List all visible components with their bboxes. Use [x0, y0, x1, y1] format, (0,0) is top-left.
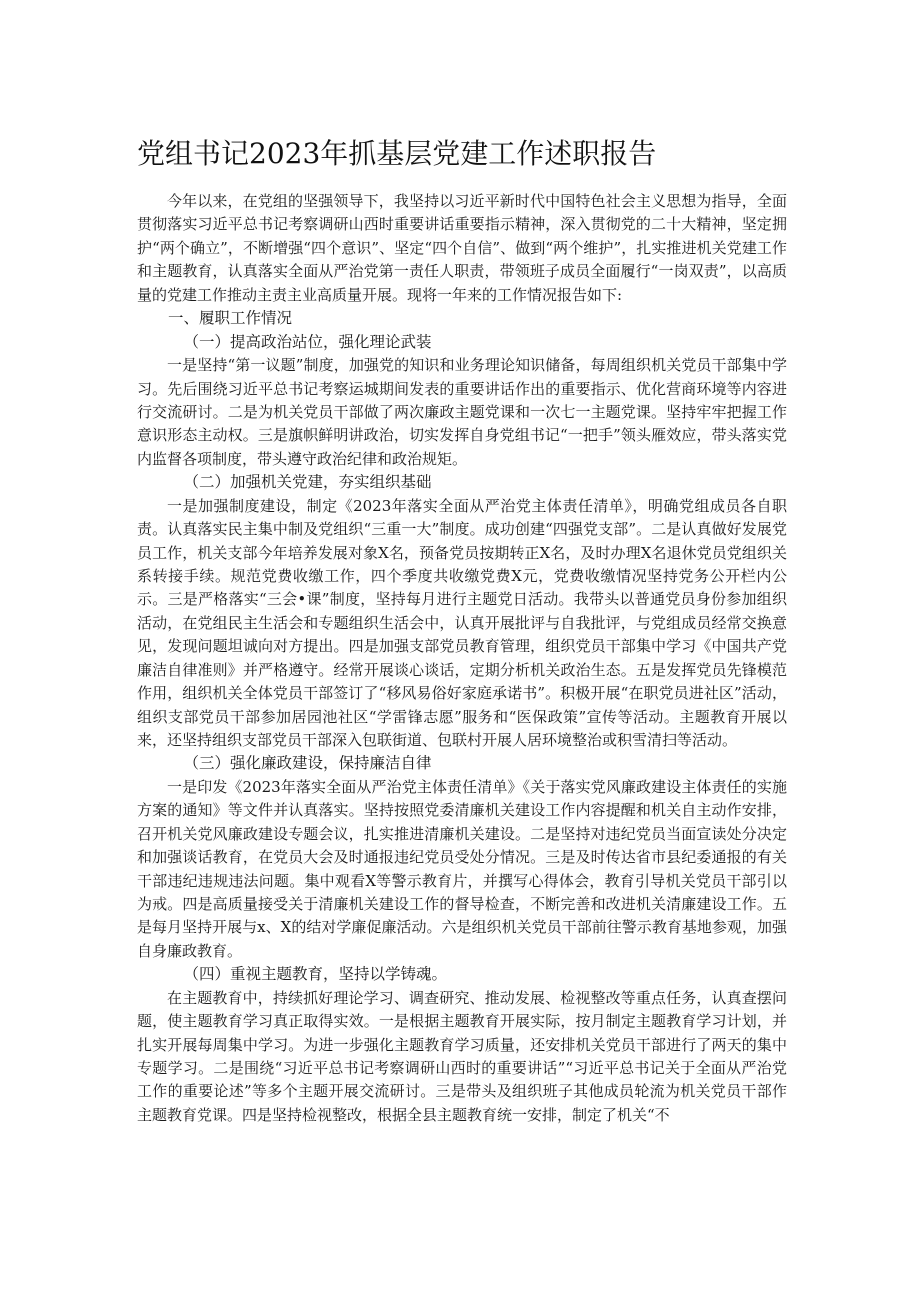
subsection-body-3: 一是印发《2023年落实全面从严治党主体责任清单》《关于落实党风廉政建设主体责任的实施方案的通知》等文件并认真落实。坚持按照党委清廉机关建设工作内容提醒和机关自主动作安排，召开机关党风廉政建设专题会议，扎实推进清廉机关建设。二是坚持对违纪党员当面宣读处分决定和加强谈话教育，在党员大会及时通报违纪党员受处分情况。三是及时传达省市县纪委通报的有关干部违纪违规违法问题。集中观看X等警示教育片，并撰写心得体会，教育引导机关党员干部引以为戒。四是高质量接受关于清廉机关建设工作的督导检查，不断完善和改进机关清廉建设工作。五是每月坚持开展与x、X的结对学廉促廉活动。六是组织机关党员干部前往警示教育基地参观，加强自身廉政教育。: [137, 777, 787, 960]
document-title: 党组书记2023年抓基层党建工作述职报告: [137, 137, 657, 170]
intro-paragraph: 今年以来，在党组的坚强领导下，我坚持以习近平新时代中国特色社会主义思想为指导，全面贯彻落实习近平总书记考察调研山西时重要讲话重要指示精神，深入贯彻党的二十大精神，坚定拥护“两个确立”，不断增强“四个意识”、坚定“四个自信”、做到“两个维护”，扎实推进机关党建工作和主题教育，认真落实全面从严治党第一责任人职责，带领班子成员全面履行“一岗双责”，以高质量的党建工作推动主责主业高质量开展。现将一年来的工作情况报告如下:: [137, 192, 787, 304]
subsection-body-4: 在主题教育中，持续抓好理论学习、调查研究、推动发展、检视整改等重点任务，认真查摆问题，使主题教育学习真正取得实效。一是根据主题教育开展实际，按月制定主题教育学习计划，并扎实开展每周集中学习。为进一步强化主题教育学习质量，还安排机关党员干部进行了两天的集中专题学习。二是围绕“习近平总书记考察调研山西时的重要讲话”“习近平总书记关于全面从严治党工作的重要论述”等多个主题开展交流研讨。三是带头及组织班子其他成员轮流为机关党员干部作主题教育党课。四是坚持检视整改，根据全县主题教育统一安排，制定了机关“不: [137, 988, 787, 1124]
subsection-heading-3: （三）强化廉政建设，保持廉洁自律: [183, 754, 432, 773]
section-heading-duties: 一、履职工作情况: [168, 309, 293, 328]
document-page: [137, 132, 787, 1127]
subsection-heading-1: （一）提高政治站位，强化理论武装: [183, 332, 432, 351]
subsection-body-2: 一是加强制度建设，制定《2023年落实全面从严治党主体责任清单》，明确党组成员各自职责。认真落实民主集中制及党组织“三重一大”制度。成功创建“四强党支部”。二是认真做好发展党员工作，机关支部今年培养发展对象X名，预备党员按期转正X名，及时办理X名退休党员党组织关系转接手续。规范党费收缴工作，四个季度共收缴党费X元，党费收缴情况坚持党务公开栏内公示。三是严格落实“三会•课”制度，坚持每月进行主题党日活动。我带头以普通党员身份参加组织活动，在党组民主生活会和专题组织生活会中，认真开展批评与自我批评，与党组成员经常交换意见，发现问题坦诚向对方提出。四是加强支部党员教育管理，组织党员干部集中学习《中国共产党廉洁自律准则》并严格遵守。经常开展谈心谈话，定期分析机关政治生态。五是发挥党员先锋模范作用，组织机关全体党员干部签订了“移风易俗好家庭承诺书”。积极开展“在职党员进社区”活动，组织支部党员干部参加居园池社区“学雷锋志愿”服务和“医保政策”宣传等活动。主题教育开展以来，还坚持组织支部党员干部深入包联街道、包联村开展人居环境整治或积雪清扫等活动。: [137, 496, 787, 749]
subsection-heading-4: （四）重视主题教育，坚持以学铸魂。: [183, 965, 448, 984]
subsection-heading-2: （二）加强机关党建，夯实组织基础: [183, 473, 432, 492]
subsection-body-1: 一是坚持“第一议题”制度，加强党的知识和业务理论知识储备，每周组织机关党员干部集中学习。先后围绕习近平总书记考察运城期间发表的重要讲话作出的重要指示、优化营商环境等内容进行交流研讨。二是为机关党员干部做了两次廉政主题党课和一次七一主题党课。坚持牢牢把握工作意识形态主动权。三是旗帜鲜明讲政治，切实发挥自身党组书记“一把手”领头雁效应，带头落实党内监督各项制度，带头遵守政治纪律和政治规矩。: [137, 356, 787, 468]
